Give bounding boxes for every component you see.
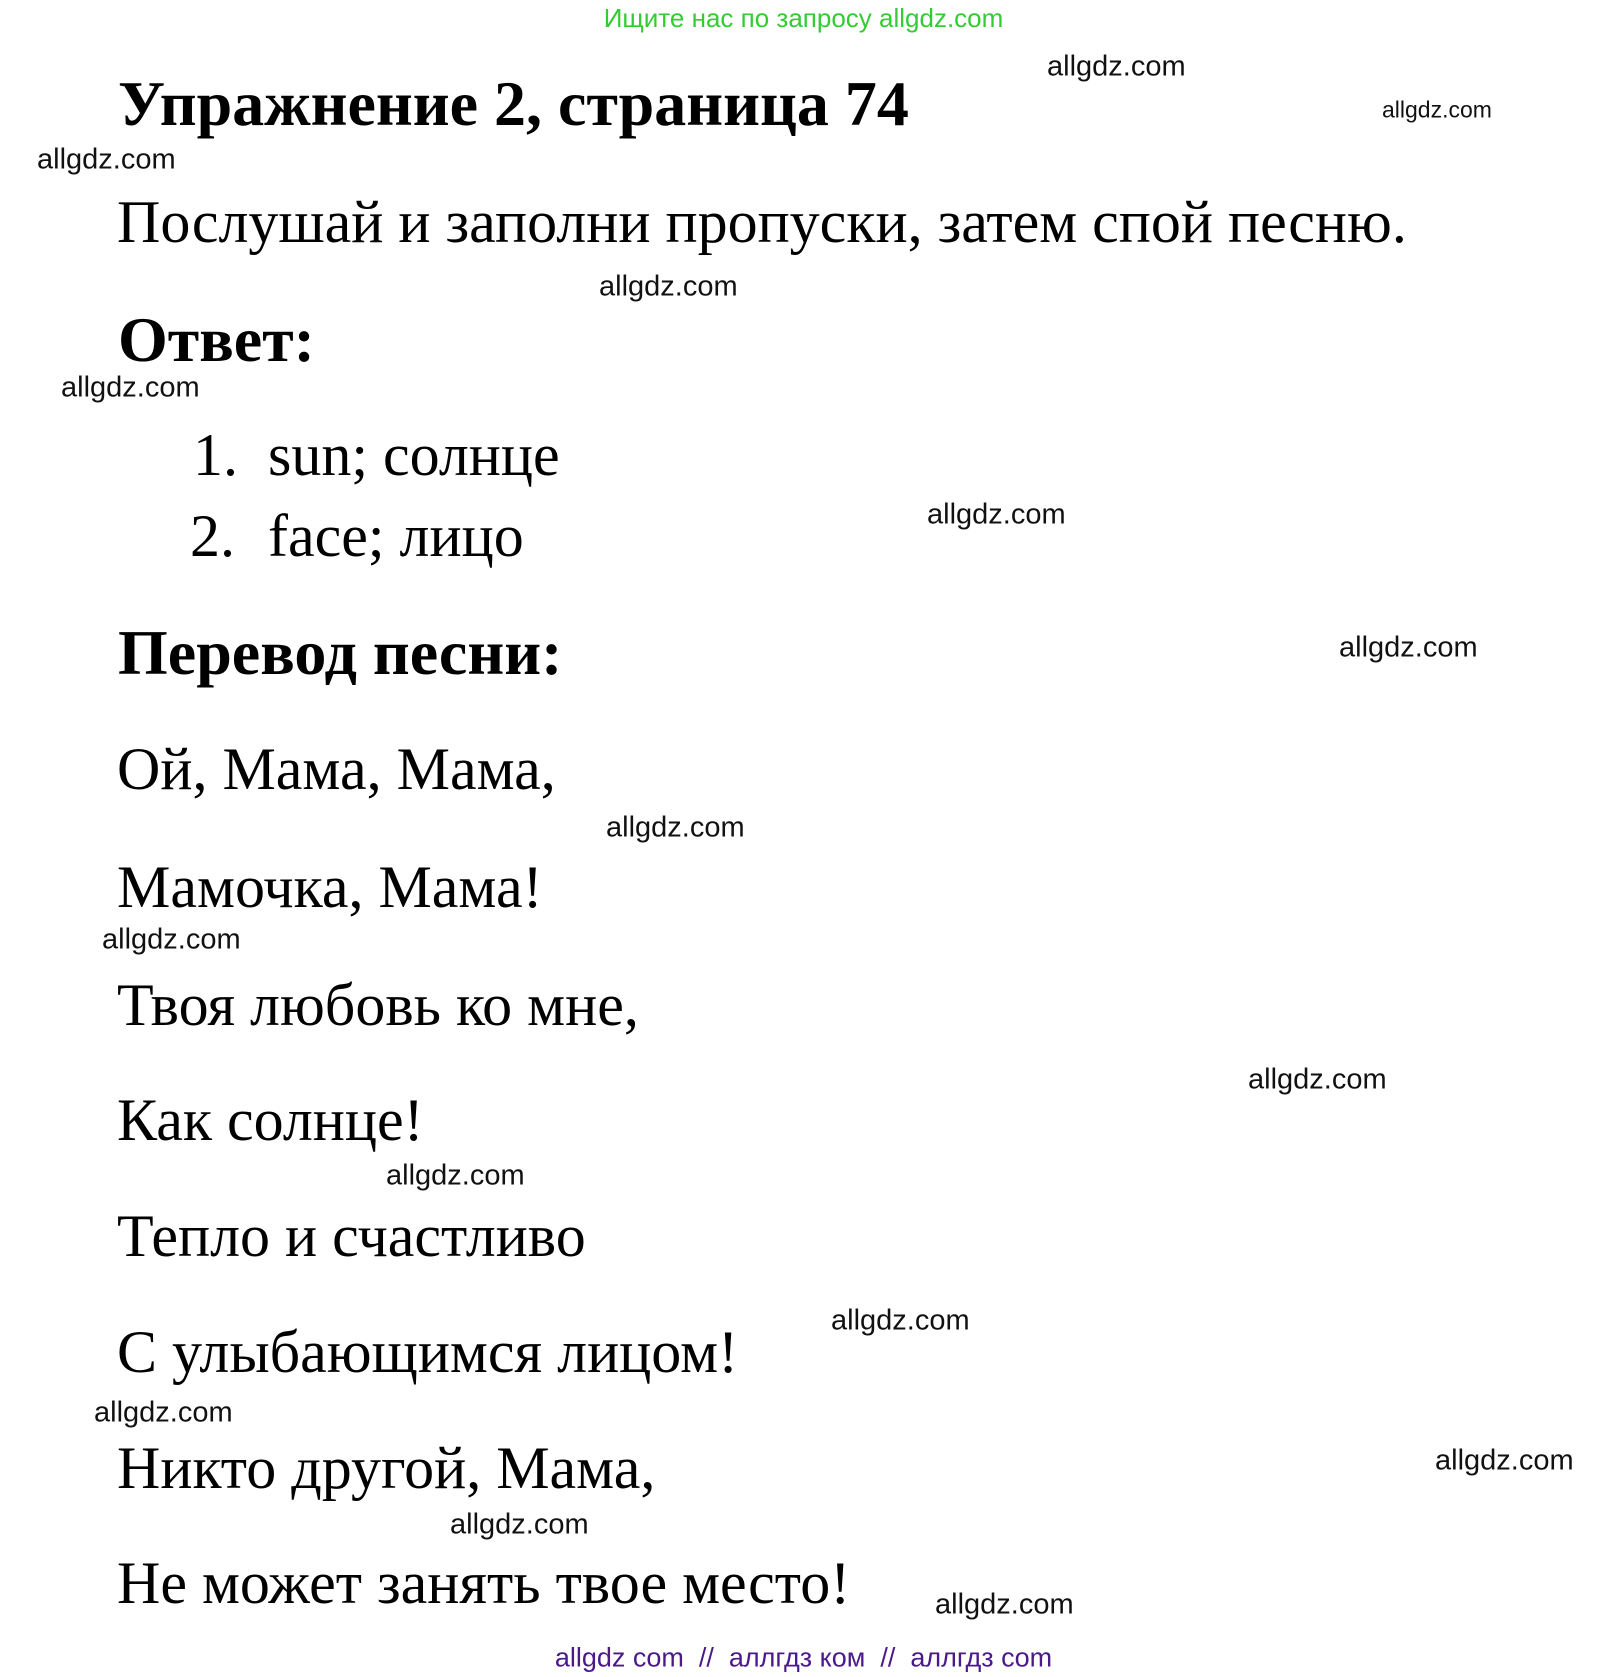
watermark: allgdz.com <box>1339 631 1478 664</box>
answer-number: 2. <box>190 503 235 569</box>
watermark: allgdz.com <box>599 270 738 303</box>
song-line: Мамочка, Мама! <box>117 854 543 920</box>
watermark: allgdz.com <box>1248 1063 1387 1096</box>
page-title: Упражнение 2, страница 74 <box>118 68 909 139</box>
watermark: allgdz.com <box>831 1304 970 1337</box>
answer-number: 1. <box>193 422 238 488</box>
translation-heading: Перевод песни: <box>118 617 563 688</box>
watermark: allgdz.com <box>386 1159 525 1192</box>
song-line: Твоя любовь ко мне, <box>117 972 639 1038</box>
watermark: allgdz.com <box>37 143 176 176</box>
watermark: allgdz.com <box>450 1508 589 1541</box>
song-line: Тепло и счастливо <box>117 1203 586 1269</box>
song-line: Ой, Мама, Мама, <box>117 736 556 802</box>
answer-heading: Ответ: <box>118 304 315 375</box>
song-line: Никто другой, Мама, <box>117 1435 656 1501</box>
header-banner: Ищите нас по запросу allgdz.com <box>603 3 1004 33</box>
song-line: Как солнце! <box>117 1087 424 1153</box>
answer-text: face; лицо <box>268 503 524 569</box>
watermark: allgdz.com <box>94 1396 233 1429</box>
song-line: Не может занять твое место! <box>117 1550 851 1616</box>
footer-links: allgdz com // аллгдз ком // аллгдз com <box>554 1642 1053 1673</box>
watermark: allgdz.com <box>1435 1444 1574 1477</box>
watermark: allgdz.com <box>1047 50 1186 83</box>
instruction-text: Послушай и заполни пропуски, затем спой песню. <box>117 189 1407 255</box>
answer-text: sun; солнце <box>268 422 560 488</box>
watermark: allgdz.com <box>102 923 241 956</box>
watermark: allgdz.com <box>1382 96 1492 123</box>
watermark: allgdz.com <box>606 811 745 844</box>
song-line: С улыбающимся лицом! <box>117 1319 739 1385</box>
watermark: allgdz.com <box>935 1588 1074 1621</box>
watermark: allgdz.com <box>927 498 1066 531</box>
watermark: allgdz.com <box>61 371 200 404</box>
